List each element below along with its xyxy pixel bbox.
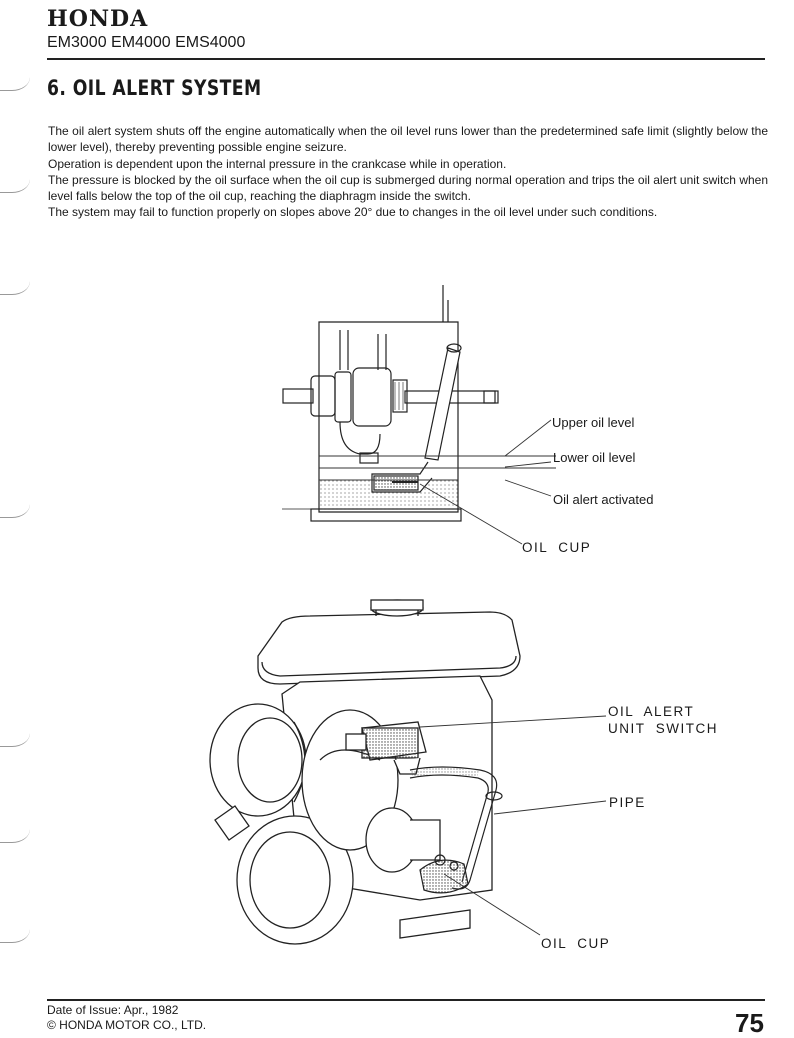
paragraph: The oil alert system shuts off the engine automatically when the oil level runs lower than the predetermined safe limit (slightly below the lower level), thereby preventing possible engine seizure. (48, 124, 768, 155)
model-names: EM3000 EM4000 EMS4000 (47, 34, 246, 51)
oil-alert-unit-switch-label (608, 703, 718, 737)
oil-alert-activated-label: Oil alert activated (553, 492, 654, 507)
copyright: © HONDA MOTOR CO., LTD. (47, 1018, 207, 1032)
paragraph: The system may fail to function properly on slopes above 20° due to changes in the oil level under such conditions. (48, 205, 658, 220)
lower-oil-level-label: Lower oil level (553, 450, 636, 465)
oil-cup-label: OIL CUP (522, 540, 592, 555)
oil-cup-label-2: OIL CUP (541, 936, 611, 951)
brand-logo: HONDA (47, 6, 149, 32)
switch-label-line-2: UNIT SWITCH (608, 721, 718, 736)
paragraph: Operation is dependent upon the internal pressure in the crankcase while in operation. (48, 156, 507, 171)
page-number: 75 (735, 1008, 764, 1038)
issue-date: Date of Issue: Apr., 1982 (47, 1003, 179, 1017)
section-title: 6. OIL ALERT SYSTEM (47, 76, 262, 100)
upper-oil-level-label: Upper oil level (552, 415, 635, 430)
switch-label-line-1: OIL ALERT (608, 704, 695, 719)
paragraph: The pressure is blocked by the oil surface when the oil cup is submerged during normal operation and trips the oil alert unit switch when level falls below the top of the oil cup, reaching the diaphragm inside the switch. (48, 172, 768, 204)
footer-rule (47, 999, 765, 1001)
pipe-label: PIPE (609, 795, 646, 810)
